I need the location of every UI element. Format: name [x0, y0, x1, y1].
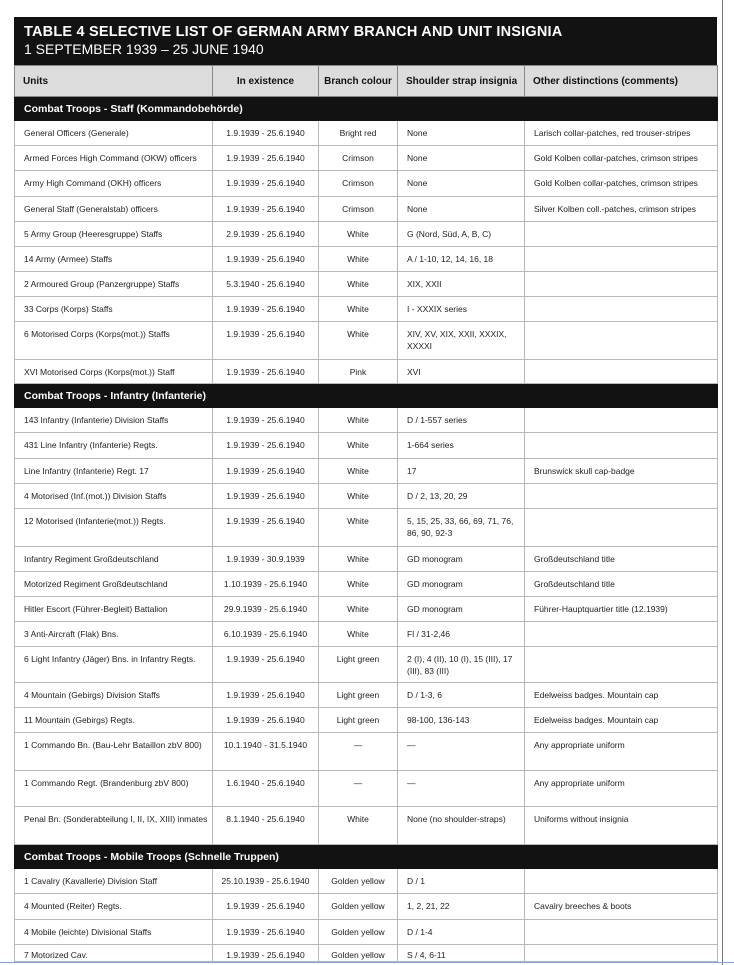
column-header-in-existence: In existence [213, 66, 319, 97]
table-row [15, 197, 718, 222]
table-row [15, 433, 718, 459]
cell-in-existence: 1.6.1940 - 25.6.1940 [213, 771, 319, 807]
cell-unit: 6 Light Infantry (Jäger) Bns. in Infantry Regts. [15, 647, 213, 683]
table-row [15, 771, 718, 807]
cell-branch-colour: White [319, 297, 398, 322]
cell-shoulder-strap: 17 [398, 459, 525, 484]
cell-other-distinctions: Großdeutschland title [525, 572, 718, 597]
cell-other-distinctions [525, 945, 718, 962]
section-header-row [15, 845, 718, 869]
cell-unit: Armed Forces High Command (OKW) officers [15, 146, 213, 171]
cell-branch-colour: Crimson [319, 197, 398, 222]
cell-in-existence: 1.9.1939 - 25.6.1940 [213, 920, 319, 945]
table-row [15, 297, 718, 322]
cell-other-distinctions [525, 509, 718, 547]
cell-other-distinctions [525, 647, 718, 683]
table-row [15, 360, 718, 384]
cell-other-distinctions: Edelweiss badges. Mountain cap [525, 683, 718, 708]
cell-in-existence: 1.9.1939 - 25.6.1940 [213, 247, 319, 272]
cell-shoulder-strap: 2 (I), 4 (II), 10 (I), 15 (III), 17 (III), 83 (III) [398, 647, 525, 683]
cell-other-distinctions: Any appropriate uniform [525, 771, 718, 807]
cell-other-distinctions [525, 322, 718, 360]
cell-branch-colour: Crimson [319, 146, 398, 171]
cell-unit: Army High Command (OKH) officers [15, 171, 213, 197]
cell-shoulder-strap: 5, 15, 25, 33, 66, 69, 71, 76, 86, 90, 92-3 [398, 509, 525, 547]
cell-shoulder-strap: D / 1-3, 6 [398, 683, 525, 708]
cell-unit: 33 Corps (Korps) Staffs [15, 297, 213, 322]
table-row [15, 408, 718, 433]
table-row [15, 869, 718, 894]
cell-in-existence: 1.9.1939 - 25.6.1940 [213, 484, 319, 509]
cell-shoulder-strap: None [398, 171, 525, 197]
cell-unit: 3 Anti-Aircraft (Flak) Bns. [15, 622, 213, 647]
cell-branch-colour: Bright red [319, 121, 398, 146]
table-row [15, 509, 718, 547]
table-row [15, 121, 718, 146]
cell-unit: 1 Cavalry (Kavallerie) Division Staff [15, 869, 213, 894]
cell-in-existence: 1.9.1939 - 25.6.1940 [213, 360, 319, 384]
section-title: Combat Troops - Mobile Troops (Schnelle Truppen) [15, 845, 718, 869]
cell-shoulder-strap: GD monogram [398, 547, 525, 572]
header-row [15, 66, 718, 97]
cell-shoulder-strap: D / 1 [398, 869, 525, 894]
cell-shoulder-strap: GD monogram [398, 572, 525, 597]
cell-in-existence: 1.9.1939 - 25.6.1940 [213, 408, 319, 433]
cell-in-existence: 1.9.1939 - 25.6.1940 [213, 197, 319, 222]
cell-branch-colour: White [319, 547, 398, 572]
section-header-row [15, 384, 718, 408]
cell-in-existence: 1.9.1939 - 25.6.1940 [213, 647, 319, 683]
cell-other-distinctions [525, 920, 718, 945]
cell-in-existence: 25.10.1939 - 25.6.1940 [213, 869, 319, 894]
cell-branch-colour: White [319, 597, 398, 622]
cell-shoulder-strap: D / 1-4 [398, 920, 525, 945]
cell-other-distinctions [525, 433, 718, 459]
cell-shoulder-strap: D / 2, 13, 20, 29 [398, 484, 525, 509]
cell-other-distinctions: Gold Kolben collar-patches, crimson stripes [525, 146, 718, 171]
cell-in-existence: 10.1.1940 - 31.5.1940 [213, 733, 319, 771]
cell-branch-colour: White [319, 459, 398, 484]
cell-shoulder-strap: D / 1-557 series [398, 408, 525, 433]
cell-in-existence: 2.9.1939 - 25.6.1940 [213, 222, 319, 247]
cell-shoulder-strap: GD monogram [398, 597, 525, 622]
column-header-units: Units [15, 66, 213, 97]
cell-other-distinctions [525, 484, 718, 509]
cell-unit: 4 Mobile (leichte) Divisional Staffs [15, 920, 213, 945]
cell-in-existence: 8.1.1940 - 25.6.1940 [213, 807, 319, 845]
cell-branch-colour: Golden yellow [319, 920, 398, 945]
table-row [15, 459, 718, 484]
cell-shoulder-strap: XVI [398, 360, 525, 384]
cell-branch-colour: White [319, 572, 398, 597]
cell-in-existence: 1.9.1939 - 25.6.1940 [213, 146, 319, 171]
cell-branch-colour: White [319, 484, 398, 509]
cell-other-distinctions: Larisch collar-patches, red trouser-stripes [525, 121, 718, 146]
section-title: Combat Troops - Infantry (Infanterie) [15, 384, 718, 408]
insignia-table [14, 65, 718, 962]
cell-branch-colour: Pink [319, 360, 398, 384]
cell-unit: Motorized Regiment Großdeutschland [15, 572, 213, 597]
table-row [15, 894, 718, 920]
column-header-other-distinctions: Other distinctions (comments) [525, 66, 718, 97]
table-row [15, 597, 718, 622]
cell-branch-colour: Light green [319, 683, 398, 708]
cell-unit: 4 Mountain (Gebirgs) Division Staffs [15, 683, 213, 708]
cell-unit: 2 Armoured Group (Panzergruppe) Staffs [15, 272, 213, 297]
cell-branch-colour: — [319, 771, 398, 807]
cell-shoulder-strap: 98-100, 136-143 [398, 708, 525, 733]
cell-in-existence: 1.9.1939 - 25.6.1940 [213, 509, 319, 547]
cell-other-distinctions [525, 622, 718, 647]
cell-other-distinctions [525, 297, 718, 322]
cell-in-existence: 1.9.1939 - 25.6.1940 [213, 121, 319, 146]
cell-in-existence: 1.10.1939 - 25.6.1940 [213, 572, 319, 597]
cell-unit: 4 Motorised (Inf.(mot.)) Division Staffs [15, 484, 213, 509]
table-row [15, 484, 718, 509]
table-row [15, 683, 718, 708]
cell-branch-colour: White [319, 272, 398, 297]
cell-unit: 431 Line Infantry (Infanterie) Regts. [15, 433, 213, 459]
table-row [15, 171, 718, 197]
table-date-range: 1 SEPTEMBER 1939 – 25 JUNE 1940 [24, 41, 264, 57]
cell-unit: 14 Army (Armee) Staffs [15, 247, 213, 272]
cell-other-distinctions: Uniforms without insignia [525, 807, 718, 845]
cell-unit: General Officers (Generale) [15, 121, 213, 146]
cell-in-existence: 1.9.1939 - 25.6.1940 [213, 297, 319, 322]
cell-unit: Infantry Regiment Großdeutschland [15, 547, 213, 572]
cell-in-existence: 1.9.1939 - 25.6.1940 [213, 894, 319, 920]
cell-in-existence: 1.9.1939 - 25.6.1940 [213, 683, 319, 708]
table-row [15, 146, 718, 171]
column-header-branch-colour: Branch colour [319, 66, 398, 97]
cell-branch-colour: Light green [319, 708, 398, 733]
cell-other-distinctions: Any appropriate uniform [525, 733, 718, 771]
cell-in-existence: 1.9.1939 - 25.6.1940 [213, 708, 319, 733]
cell-shoulder-strap: S / 4, 6-11 [398, 945, 525, 962]
cell-shoulder-strap: I - XXXIX series [398, 297, 525, 322]
table-row [15, 272, 718, 297]
table-row [15, 247, 718, 272]
cell-in-existence: 6.10.1939 - 25.6.1940 [213, 622, 319, 647]
cell-branch-colour: White [319, 807, 398, 845]
cell-other-distinctions: Großdeutschland title [525, 547, 718, 572]
cell-shoulder-strap: None [398, 146, 525, 171]
cell-in-existence: 5.3.1940 - 25.6.1940 [213, 272, 319, 297]
cell-in-existence: 1.9.1939 - 25.6.1940 [213, 945, 319, 962]
table-row [15, 322, 718, 360]
cell-other-distinctions [525, 360, 718, 384]
cell-in-existence: 1.9.1939 - 25.6.1940 [213, 322, 319, 360]
cell-shoulder-strap: 1, 2, 21, 22 [398, 894, 525, 920]
table-row [15, 708, 718, 733]
cell-unit: 143 Infantry (Infanterie) Division Staffs [15, 408, 213, 433]
cell-branch-colour: White [319, 247, 398, 272]
cell-other-distinctions [525, 247, 718, 272]
cell-other-distinctions: Brunswick skull cap-badge [525, 459, 718, 484]
cell-other-distinctions [525, 869, 718, 894]
cell-other-distinctions [525, 272, 718, 297]
cell-other-distinctions: Gold Kolben collar-patches, crimson stripes [525, 171, 718, 197]
cell-branch-colour: Golden yellow [319, 869, 398, 894]
cell-shoulder-strap: — [398, 733, 525, 771]
cell-shoulder-strap: XIX, XXII [398, 272, 525, 297]
cell-other-distinctions [525, 408, 718, 433]
section-header-row [15, 97, 718, 121]
cell-shoulder-strap: — [398, 771, 525, 807]
cell-unit: Line Infantry (Infanterie) Regt. 17 [15, 459, 213, 484]
cell-in-existence: 1.9.1939 - 25.6.1940 [213, 433, 319, 459]
table-row [15, 920, 718, 945]
table-row [15, 622, 718, 647]
table-row [15, 647, 718, 683]
cell-unit: Penal Bn. (Sonderabteilung I, II, IX, XIII) inmates [15, 807, 213, 845]
table-title-bar [14, 17, 717, 65]
cell-branch-colour: White [319, 322, 398, 360]
cell-unit: 6 Motorised Corps (Korps(mot.)) Staffs [15, 322, 213, 360]
cell-shoulder-strap: Fl / 31-2,46 [398, 622, 525, 647]
cell-branch-colour: — [319, 733, 398, 771]
cell-unit: 11 Mountain (Gebirgs) Regts. [15, 708, 213, 733]
cell-unit: XVI Motorised Corps (Korps(mot.)) Staff [15, 360, 213, 384]
cell-shoulder-strap: None [398, 197, 525, 222]
cell-branch-colour: White [319, 433, 398, 459]
cell-branch-colour: White [319, 509, 398, 547]
cell-branch-colour: White [319, 408, 398, 433]
cell-shoulder-strap: XIV, XV, XIX, XXII, XXXIX, XXXXI [398, 322, 525, 360]
cell-unit: 5 Army Group (Heeresgruppe) Staffs [15, 222, 213, 247]
cell-other-distinctions: Edelweiss badges. Mountain cap [525, 708, 718, 733]
cell-unit: General Staff (Generalstab) officers [15, 197, 213, 222]
page-bottom-line [0, 962, 734, 963]
section-title: Combat Troops - Staff (Kommandobehörde) [15, 97, 718, 121]
table-row [15, 733, 718, 771]
table-row [15, 547, 718, 572]
cell-unit: 4 Mounted (Reiter) Regts. [15, 894, 213, 920]
table-row [15, 222, 718, 247]
table-row [15, 572, 718, 597]
cell-other-distinctions: Silver Kolben coll.-patches, crimson stripes [525, 197, 718, 222]
cell-in-existence: 1.9.1939 - 25.6.1940 [213, 171, 319, 197]
cell-shoulder-strap: A / 1-10, 12, 14, 16, 18 [398, 247, 525, 272]
cell-other-distinctions: Führer-Hauptquartier title (12.1939) [525, 597, 718, 622]
cell-other-distinctions [525, 222, 718, 247]
cell-other-distinctions: Cavalry breeches & boots [525, 894, 718, 920]
cell-branch-colour: Golden yellow [319, 945, 398, 962]
cell-unit: 1 Commando Bn. (Bau-Lehr Bataillon zbV 800) [15, 733, 213, 771]
cell-shoulder-strap: None [398, 121, 525, 146]
cell-branch-colour: White [319, 222, 398, 247]
page-edge-line [722, 0, 723, 965]
cell-unit: 12 Motorised (Infanterie(mot.)) Regts. [15, 509, 213, 547]
cell-branch-colour: White [319, 622, 398, 647]
table-body [15, 97, 718, 962]
cell-in-existence: 1.9.1939 - 25.6.1940 [213, 459, 319, 484]
table-row [15, 945, 718, 962]
cell-shoulder-strap: 1-664 series [398, 433, 525, 459]
cell-unit: 7 Motorized Cav. [15, 945, 213, 962]
cell-branch-colour: Crimson [319, 171, 398, 197]
cell-unit: Hitler Escort (Führer-Begleit) Battalion [15, 597, 213, 622]
cell-in-existence: 1.9.1939 - 30.9.1939 [213, 547, 319, 572]
cell-branch-colour: Golden yellow [319, 894, 398, 920]
table-title: TABLE 4 SELECTIVE LIST OF GERMAN ARMY BRANCH AND UNIT INSIGNIA [24, 24, 563, 40]
table-row [15, 807, 718, 845]
cell-unit: 1 Commando Regt. (Brandenburg zbV 800) [15, 771, 213, 807]
cell-in-existence: 29.9.1939 - 25.6.1940 [213, 597, 319, 622]
cell-shoulder-strap: G (Nord, Süd, A, B, C) [398, 222, 525, 247]
cell-branch-colour: Light green [319, 647, 398, 683]
cell-shoulder-strap: None (no shoulder-straps) [398, 807, 525, 845]
column-header-shoulder-strap: Shoulder strap insignia [398, 66, 525, 97]
